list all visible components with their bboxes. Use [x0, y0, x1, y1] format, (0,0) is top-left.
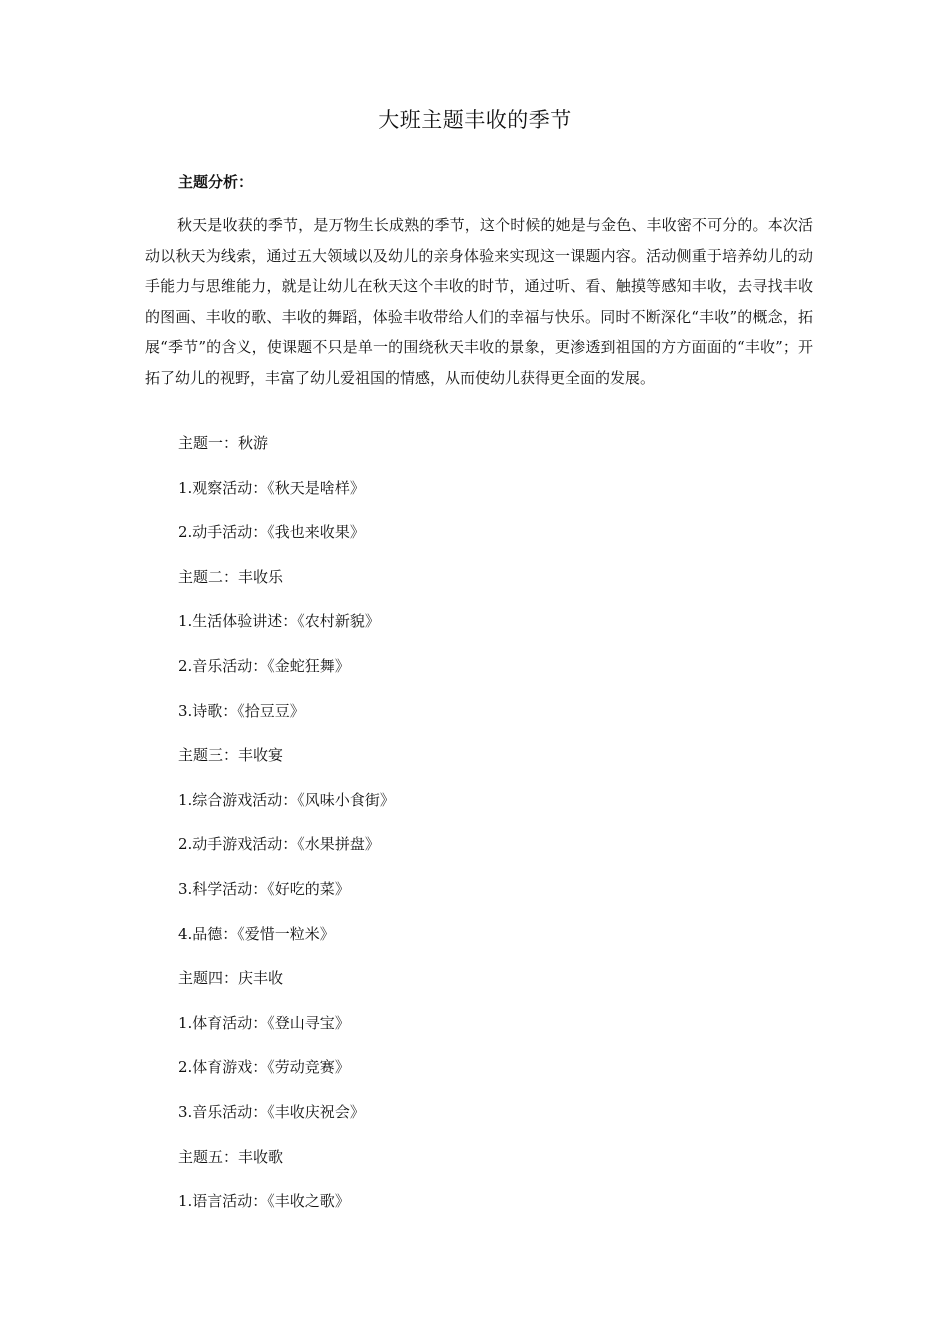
analysis-paragraph: 秋天是收获的季节，是万物生长成熟的季节，这个时候的她是与金色、丰收密不可分的。本次活动以秋天为线索，通过五大领域以及幼儿的亲身体验来实现这一课题内容。活动侧重于培养幼儿的动手能力与思维能力，就是让幼儿在秋天这个丰收的时节，通过听、看、触摸等感知丰收，去寻找丰收的图画、丰收的歌、丰收的舞蹈，体验丰收带给人们的幸福与快乐。同时不断深化“丰收”的概念，拓展“季节”的含义，使课题不只是单一的围绕秋天丰收的景象，更渗透到祖国的方方面面的“丰收”；开拓了幼儿的视野，丰富了幼儿爱祖国的情感，从而使幼儿获得更全面的发展。: [145, 216, 813, 387]
list-item: 2.动手游戏活动：《水果拼盘》: [178, 835, 380, 854]
list-item: 1.语言活动：《丰收之歌》: [178, 1192, 350, 1211]
list-item: 3.科学活动：《好吃的菜》: [178, 879, 350, 898]
list-item: 主题一：秋游: [178, 434, 269, 452]
list-item: 1.综合游戏活动：《风味小食街》: [178, 790, 395, 809]
list-item: 3.音乐活动：《丰收庆祝会》: [178, 1102, 365, 1121]
list-item: 主题三：丰收宴: [178, 746, 284, 765]
analysis-heading: 主题分析：: [178, 173, 254, 191]
list-item: 主题五：丰收歌: [178, 1147, 284, 1166]
list-item: 2.音乐活动：《金蛇狂舞》: [178, 656, 350, 675]
list-item: 1.观察活动：《秋天是啥样》: [178, 478, 365, 497]
document-title: 大班主题丰收的季节: [378, 108, 572, 132]
list-item: 3.诗歌：《拾豆豆》: [178, 701, 305, 720]
theme-list: [178, 428, 818, 1231]
list-item: 1.生活体验讲述：《农村新貌》: [178, 612, 380, 631]
list-item: 主题四：庆丰收: [178, 969, 284, 988]
list-item: 2.动手活动：《我也来收果》: [178, 523, 365, 542]
list-item: 2.体育游戏：《劳动竞赛》: [178, 1058, 350, 1077]
list-item: 1.体育活动：《登山寻宝》: [178, 1013, 350, 1032]
list-item: 主题二：丰收乐: [178, 567, 284, 586]
list-item: 4.品德：《爱惜一粒米》: [178, 924, 335, 943]
